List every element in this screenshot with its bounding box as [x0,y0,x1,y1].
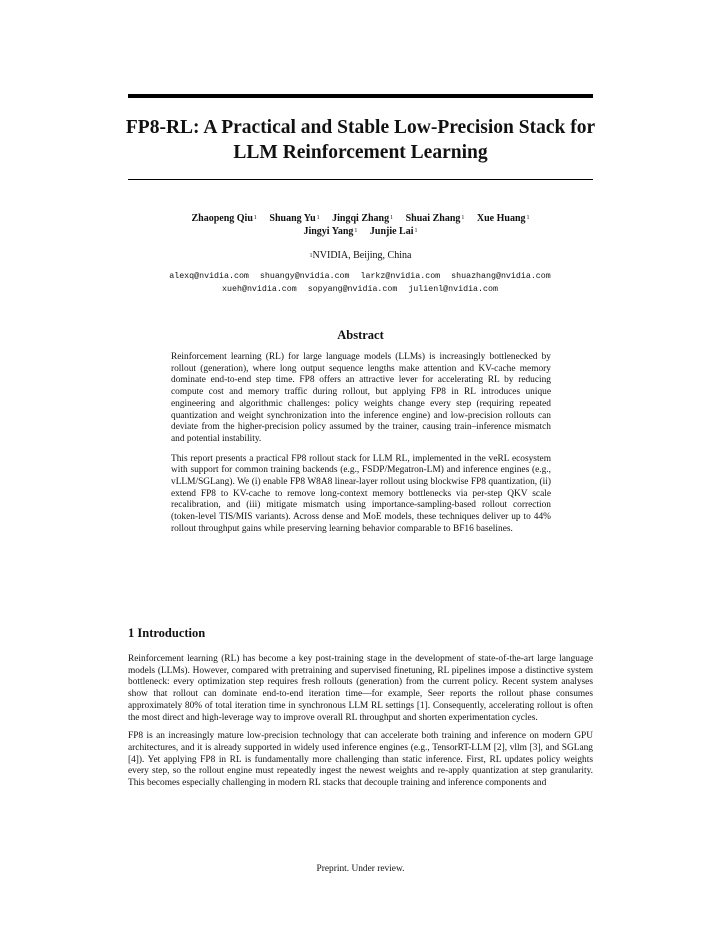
abstract-body [171,352,551,544]
body-paragraph: Reinforcement learning (RL) has become a key post-training stage in the development of state-of-the-art large language models (LLMs). However, compared with pretraining and supervised finetuning, RL pipelines impose a distinctive system bottleneck: every optimization step requires fresh rollouts (generation) from the current policy. Recent system analyses show that rollout can dominate end-to-end iteration time—for example, Seer reports the rollout phase consumes approximately 80% of total iteration time in synchronous LLM RL settings [1]. Consequently, accelerating rollout is often the most direct and high-leverage way to improve overall RL throughput and shorten experimentation cycles. [128,654,593,723]
email-link[interactable]: sopyang@nvidia.com [307,285,398,294]
affiliation: $^1$NVIDIA, Beijing, China [309,250,412,261]
email-link[interactable]: shuangy@nvidia.com [259,272,350,281]
page-footer: Preprint. Under review. [316,864,405,874]
title-bottom-rule [128,179,593,180]
abstract-paragraph: Reinforcement learning (RL) for large language models (LLMs) is increasingly bottlenecked by rollout (generation), where long output sequence lengths make attention and KV-cache memory dominate end-to-end step time. FP8 offers an attractive lever for accelerating RL by reducing compute cost and memory traffic during rollout, but applying FP8 in RL introduces unique engineering and algorithmic challenges: policy weights change every step (requiring repeated quantization and weight synchronization into the inference engine) and low-precision rollouts can deviate from the higher-precision policy assumed by the trainer, causing train–inference mismatch and potential instability. [171,352,551,444]
section-heading: 1 Introduction [128,626,206,640]
author: Shuai Zhang$^1$ [405,213,465,224]
email-link[interactable]: larkz@nvidia.com [360,272,441,281]
author: Shuang Yu$^1$ [269,213,320,224]
body-paragraph: FP8 is an increasingly mature low-precision technology that can accelerate both training and inference on modern GPU architectures, and it is already supported in widely used inference engines (e.g., TensorRT-LLM [2], vllm [3], and SGLang [4]). Yet applying FP8 in RL is fundamentally more challenging than static inference. First, RL updates policy weights every step, so the rollout engine must repeatedly ingest the newest weights and re-apply quantization at step granularity. This becomes especially challenging in modern RL stacks that decouple training and inference components and [128,731,593,789]
title-top-rule [128,94,593,98]
section-body [128,654,593,797]
abstract-paragraph: This report presents a practical FP8 rollout stack for LLM RL, implemented in the veRL ecosystem with support for common training backends (e.g., FSDP/Megatron-LM) and inference engines (e.g., vLLM/SGLang). We (i) enable FP8 W8A8 linear-layer rollout using blockwise FP8 quantization, (ii) extend FP8 to KV-cache to remove long-context memory bottlenecks via per-step QKV scale recalibration, and (iii) mitigate mismatch using importance-sampling-based rollout correction (token-level TIS/MIS variants). Across dense and MoE models, these techniques deliver up to 44% rollout throughput gains while preserving learning behavior comparable to BF16 baselines. [171,453,551,534]
abstract-heading: Abstract [337,328,384,342]
author: Jingqi Zhang$^1$ [332,213,394,224]
paper-title: FP8-RL: A Practical and Stable Low-Precision Stack for LLM Reinforcement Learning [125,117,596,163]
author-list [128,213,593,238]
author: Junjie Lai$^1$ [369,225,418,237]
email-link[interactable]: xueh@nvidia.com [222,285,297,294]
author: Xue Huang$^1$ [476,213,530,224]
email-link[interactable]: julienl@nvidia.com [408,285,498,294]
email-list [100,270,620,296]
author: Jingyi Yang$^1$ [303,225,358,237]
author: Zhaopeng Qiu$^1$ [191,213,257,224]
email-link[interactable]: alexq@nvidia.com [169,272,249,281]
email-link[interactable]: shuazhang@nvidia.com [451,272,551,281]
